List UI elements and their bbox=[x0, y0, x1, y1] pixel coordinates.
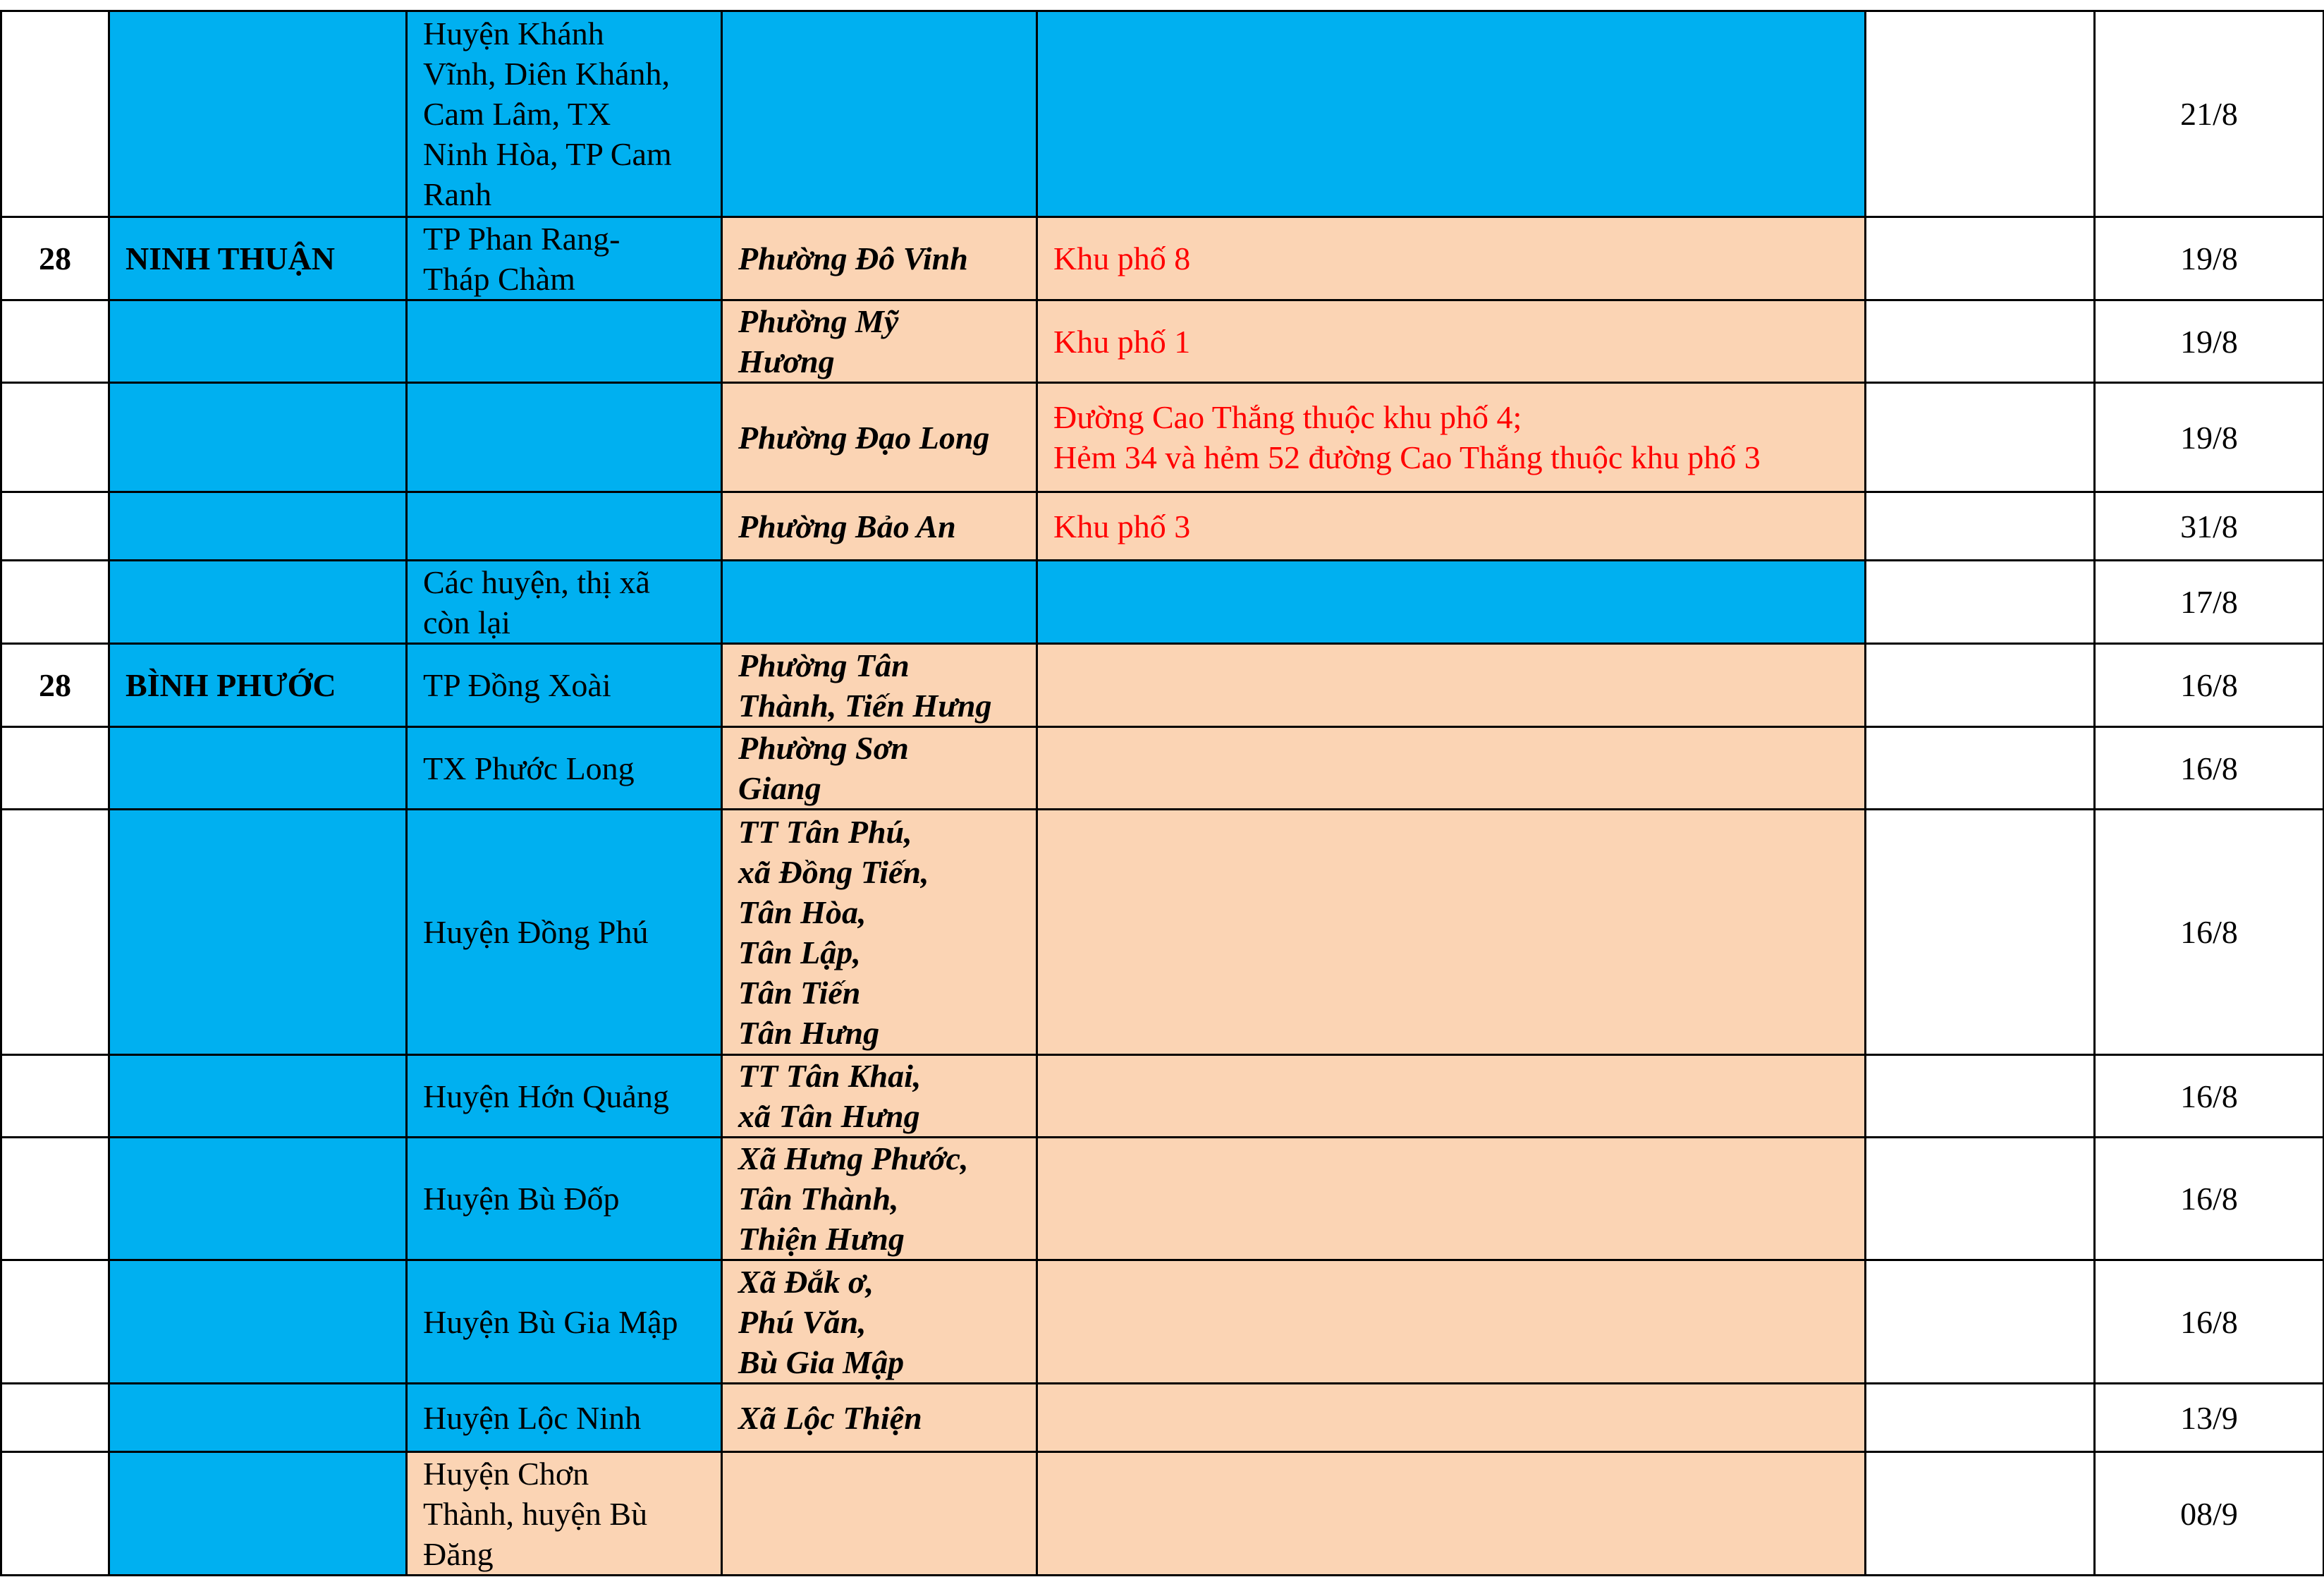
stt-cell bbox=[1, 1384, 109, 1452]
district-cell bbox=[407, 1055, 722, 1138]
table-row bbox=[1, 1384, 2324, 1452]
table-row bbox=[1, 217, 2324, 300]
ward-cell-line: Tân Tiến bbox=[738, 974, 861, 1011]
district-cell bbox=[407, 810, 722, 1055]
note-cell bbox=[1866, 1260, 2095, 1384]
province-cell: NINH THUẬN bbox=[109, 217, 407, 300]
province-cell bbox=[109, 1055, 407, 1138]
date-cell: 16/8 bbox=[2095, 644, 2324, 727]
area-cell bbox=[1037, 383, 1866, 492]
table-row bbox=[1, 492, 2324, 561]
ward-cell-line: TT Tân Khai, bbox=[738, 1058, 922, 1094]
district-cell bbox=[407, 11, 722, 217]
ward-cell-line: Tân Hưng bbox=[738, 1014, 880, 1051]
area-cell bbox=[1037, 561, 1866, 644]
district-cell-line: còn lại bbox=[423, 604, 510, 640]
ward-cell-line: Phú Văn, bbox=[738, 1303, 867, 1340]
note-cell bbox=[1866, 492, 2095, 561]
district-cell bbox=[407, 1260, 722, 1384]
province-cell bbox=[109, 1138, 407, 1260]
district-cell-line: Huyện Chơn bbox=[423, 1455, 589, 1492]
ward-cell-line: Xã Lộc Thiện bbox=[738, 1399, 922, 1436]
stt-cell bbox=[1, 1260, 109, 1384]
province-cell bbox=[109, 300, 407, 383]
table-row bbox=[1, 727, 2324, 810]
area-cell bbox=[1037, 1138, 1866, 1260]
note-cell bbox=[1866, 810, 2095, 1055]
district-cell bbox=[407, 644, 722, 727]
zone-table bbox=[0, 10, 2324, 1576]
province-cell bbox=[109, 492, 407, 561]
table-row bbox=[1, 1055, 2324, 1138]
stt-cell bbox=[1, 383, 109, 492]
ward-cell bbox=[722, 810, 1037, 1055]
ward-cell-line: Bù Gia Mập bbox=[738, 1344, 905, 1380]
date-cell: 16/8 bbox=[2095, 1260, 2324, 1384]
district-cell-line: TX Phước Long bbox=[423, 750, 635, 786]
district-cell bbox=[407, 727, 722, 810]
stt-cell bbox=[1, 300, 109, 383]
area-cell bbox=[1037, 1384, 1866, 1452]
ward-cell-line: Xã Đắk ơ, bbox=[738, 1263, 874, 1300]
district-cell-line: Huyện Đồng Phú bbox=[423, 914, 649, 950]
ward-cell bbox=[722, 727, 1037, 810]
district-cell-line: Ranh bbox=[423, 176, 492, 212]
table-row bbox=[1, 1452, 2324, 1576]
province-cell: BÌNH PHƯỚC bbox=[109, 644, 407, 727]
ward-cell-line: TT Tân Phú, bbox=[738, 813, 912, 850]
note-cell bbox=[1866, 300, 2095, 383]
province-cell bbox=[109, 1452, 407, 1576]
district-cell-line: Ninh Hòa, TP Cam bbox=[423, 136, 672, 172]
stt-cell bbox=[1, 561, 109, 644]
area-cell bbox=[1037, 727, 1866, 810]
date-cell: 16/8 bbox=[2095, 810, 2324, 1055]
table-row bbox=[1, 561, 2324, 644]
ward-cell bbox=[722, 1138, 1037, 1260]
ward-cell-line: Phường Mỹ bbox=[738, 303, 899, 339]
province-cell bbox=[109, 810, 407, 1055]
district-cell bbox=[407, 383, 722, 492]
district-cell-line: Cam Lâm, TX bbox=[423, 96, 611, 132]
ward-cell-line: Tân Hòa, bbox=[738, 894, 867, 930]
note-cell bbox=[1866, 383, 2095, 492]
district-cell-line: Huyện Khánh bbox=[423, 16, 604, 51]
date-cell: 16/8 bbox=[2095, 1055, 2324, 1138]
ward-cell-line: Thiện Hưng bbox=[738, 1221, 905, 1257]
district-cell bbox=[407, 561, 722, 644]
area-cell bbox=[1037, 1452, 1866, 1576]
stt-cell: 28 bbox=[1, 644, 109, 727]
district-cell-line: Đăng bbox=[423, 1535, 494, 1572]
ward-cell-line: Phường Sơn bbox=[738, 730, 909, 766]
area-cell-line: Hẻm 34 và hẻm 52 đường Cao Thắng thuộc khu phố 3 bbox=[1053, 439, 1761, 475]
date-cell: 31/8 bbox=[2095, 492, 2324, 561]
district-cell-line: TP Phan Rang- bbox=[423, 220, 620, 257]
area-cell-line: Đường Cao Thắng thuộc khu phố 4; bbox=[1053, 399, 1522, 435]
note-cell bbox=[1866, 217, 2095, 300]
note-cell bbox=[1866, 1055, 2095, 1138]
ward-cell-line: Phường Đô Vinh bbox=[738, 240, 968, 276]
province-cell bbox=[109, 727, 407, 810]
stt-cell bbox=[1, 810, 109, 1055]
stt-cell bbox=[1, 1138, 109, 1260]
stt-cell bbox=[1, 727, 109, 810]
stt-cell bbox=[1, 1452, 109, 1576]
area-cell bbox=[1037, 1260, 1866, 1384]
date-cell: 19/8 bbox=[2095, 383, 2324, 492]
province-cell bbox=[109, 1384, 407, 1452]
date-cell: 19/8 bbox=[2095, 217, 2324, 300]
ward-cell bbox=[722, 383, 1037, 492]
district-cell bbox=[407, 217, 722, 300]
ward-cell bbox=[722, 1452, 1037, 1576]
area-cell bbox=[1037, 810, 1866, 1055]
district-cell-line: Vĩnh, Diên Khánh, bbox=[423, 56, 671, 92]
stt-cell bbox=[1, 11, 109, 217]
district-cell-line: Huyện Lộc Ninh bbox=[423, 1399, 642, 1436]
district-cell bbox=[407, 1138, 722, 1260]
ward-cell-line: Xã Hưng Phước, bbox=[738, 1140, 969, 1176]
ward-cell-line: Tân Thành, bbox=[738, 1181, 899, 1217]
date-cell: 16/8 bbox=[2095, 1138, 2324, 1260]
province-cell bbox=[109, 383, 407, 492]
ward-cell-line: xã Đồng Tiến, bbox=[738, 853, 929, 890]
district-cell bbox=[407, 300, 722, 383]
note-cell bbox=[1866, 11, 2095, 217]
ward-cell bbox=[722, 11, 1037, 217]
area-cell bbox=[1037, 11, 1866, 217]
note-cell bbox=[1866, 1452, 2095, 1576]
ward-cell-line: Phường Tân bbox=[738, 647, 910, 683]
date-cell: 21/8 bbox=[2095, 11, 2324, 217]
table-row bbox=[1, 1138, 2324, 1260]
area-cell bbox=[1037, 300, 1866, 383]
note-cell bbox=[1866, 561, 2095, 644]
district-cell bbox=[407, 1452, 722, 1576]
date-cell: 16/8 bbox=[2095, 727, 2324, 810]
district-cell-line: Huyện Hớn Quảng bbox=[423, 1078, 669, 1114]
district-cell-line: Huyện Bù Đốp bbox=[423, 1181, 620, 1217]
area-cell-line: Khu phố 1 bbox=[1053, 323, 1191, 360]
ward-cell bbox=[722, 644, 1037, 727]
area-cell-line: Khu phố 3 bbox=[1053, 508, 1191, 544]
stt-cell bbox=[1, 492, 109, 561]
district-cell-line: TP Đồng Xoài bbox=[423, 667, 611, 703]
district-cell-line: Các huyện, thị xã bbox=[423, 564, 650, 600]
ward-cell bbox=[722, 1055, 1037, 1138]
ward-cell-line: Phường Đạo Long bbox=[738, 419, 990, 456]
ward-cell-line: Hương bbox=[738, 343, 835, 379]
note-cell bbox=[1866, 1138, 2095, 1260]
date-cell: 17/8 bbox=[2095, 561, 2324, 644]
table-row bbox=[1, 644, 2324, 727]
stt-cell: 28 bbox=[1, 217, 109, 300]
table-row bbox=[1, 810, 2324, 1055]
stt-cell bbox=[1, 1055, 109, 1138]
ward-cell bbox=[722, 1260, 1037, 1384]
district-cell bbox=[407, 492, 722, 561]
area-cell bbox=[1037, 644, 1866, 727]
ward-cell-line: Tân Lập, bbox=[738, 934, 861, 970]
province-cell bbox=[109, 1260, 407, 1384]
ward-cell bbox=[722, 561, 1037, 644]
area-cell bbox=[1037, 217, 1866, 300]
area-cell bbox=[1037, 1055, 1866, 1138]
note-cell bbox=[1866, 1384, 2095, 1452]
district-cell bbox=[407, 1384, 722, 1452]
area-cell-line: Khu phố 8 bbox=[1053, 240, 1191, 276]
province-cell bbox=[109, 561, 407, 644]
table-row bbox=[1, 1260, 2324, 1384]
ward-cell-line: Phường Bảo An bbox=[738, 508, 956, 544]
date-cell: 13/9 bbox=[2095, 1384, 2324, 1452]
ward-cell-line: Giang bbox=[738, 770, 821, 806]
district-cell-line: Thành, huyện Bù bbox=[423, 1495, 648, 1532]
note-cell bbox=[1866, 644, 2095, 727]
note-cell bbox=[1866, 727, 2095, 810]
date-cell: 19/8 bbox=[2095, 300, 2324, 383]
ward-cell bbox=[722, 492, 1037, 561]
table-row bbox=[1, 300, 2324, 383]
table-row bbox=[1, 11, 2324, 217]
date-cell: 08/9 bbox=[2095, 1452, 2324, 1576]
ward-cell bbox=[722, 300, 1037, 383]
ward-cell-line: xã Tân Hưng bbox=[738, 1098, 920, 1134]
district-cell-line: Huyện Bù Gia Mập bbox=[423, 1303, 678, 1340]
ward-cell bbox=[722, 217, 1037, 300]
district-cell-line: Tháp Chàm bbox=[423, 260, 575, 297]
ward-cell bbox=[722, 1384, 1037, 1452]
province-cell bbox=[109, 11, 407, 217]
ward-cell-line: Thành, Tiến Hưng bbox=[738, 687, 992, 724]
area-cell bbox=[1037, 492, 1866, 561]
table-row bbox=[1, 383, 2324, 492]
